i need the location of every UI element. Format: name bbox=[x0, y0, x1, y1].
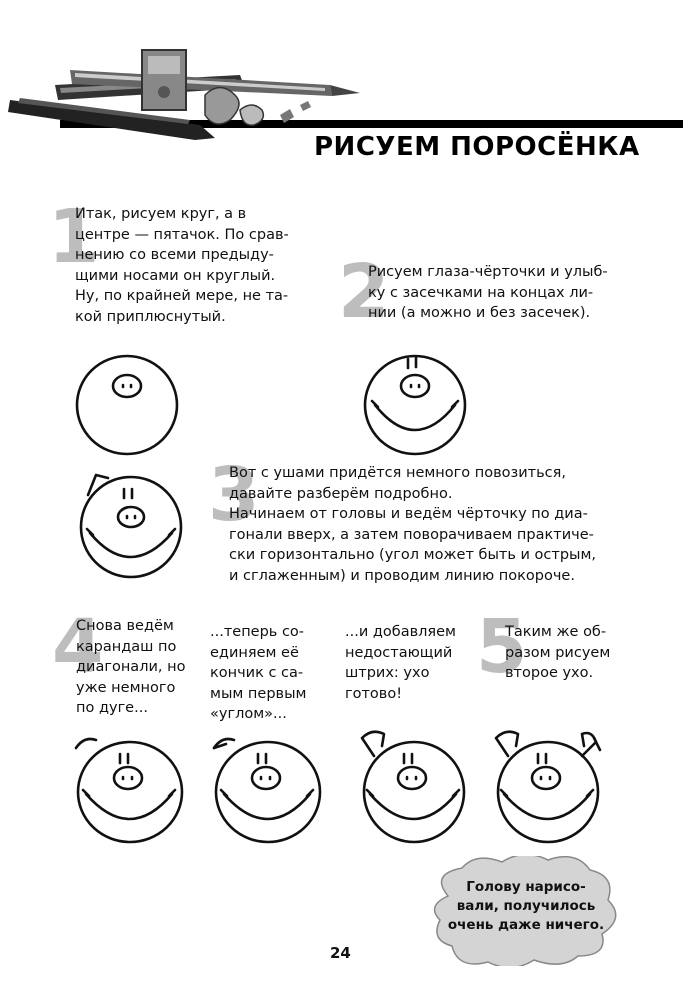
step-text: Вот с ушами придётся немного повозиться, давайте разберём подробно. Начинаем от головы и ведём чёрточку по диа- гонали вверх, а затем поворачиваем практиче- ски горизонтально (угол может быть и острым, и сглаженным) и проводим линию покороче. bbox=[229, 465, 597, 584]
page-title: РИСУЕМ ПОРОСЁНКА bbox=[314, 132, 640, 162]
step-number: 5 bbox=[476, 604, 528, 690]
pig-step4c-drawing bbox=[352, 724, 472, 844]
pig-step1-drawing bbox=[72, 350, 182, 460]
pig-step3-drawing bbox=[76, 465, 186, 585]
pig-step4b-drawing bbox=[208, 730, 328, 845]
pig-step4-drawing bbox=[70, 730, 190, 845]
callout-text: Голову нарисо- вали, получилось очень даже ничего. bbox=[447, 879, 605, 933]
step-number: 4 bbox=[52, 604, 104, 690]
step-number: 1 bbox=[48, 194, 100, 280]
step-text: Снова ведём карандаш по диагонали, но уже немного по дуге... bbox=[76, 618, 186, 716]
step-number: 2 bbox=[338, 249, 390, 335]
step-text: Таким же об- разом рисуем второе ухо. bbox=[505, 624, 611, 681]
step-text: ...теперь со- единяем её кончик с са- мым первым «углом»... bbox=[210, 624, 307, 722]
pig-step2-drawing bbox=[360, 350, 470, 460]
pig-step5-drawing bbox=[486, 724, 616, 844]
pencils-illustration bbox=[0, 0, 683, 200]
step-text: ...и добавляем недостающий штрих: ухо готово! bbox=[345, 624, 456, 702]
step-text: Итак, рисуем круг, а в центре — пятачок. По срав- нению со всеми предыду- щими носами он круглый. Ну, по крайней мере, не та- кой приплюснутый. bbox=[75, 206, 289, 325]
step-number: 3 bbox=[208, 452, 260, 538]
page-number: 24 bbox=[330, 944, 351, 962]
step-text: Рисуем глаза-чёрточки и улыб- ку с засечками на концах ли- нии (а можно и без засечек). bbox=[368, 264, 608, 321]
